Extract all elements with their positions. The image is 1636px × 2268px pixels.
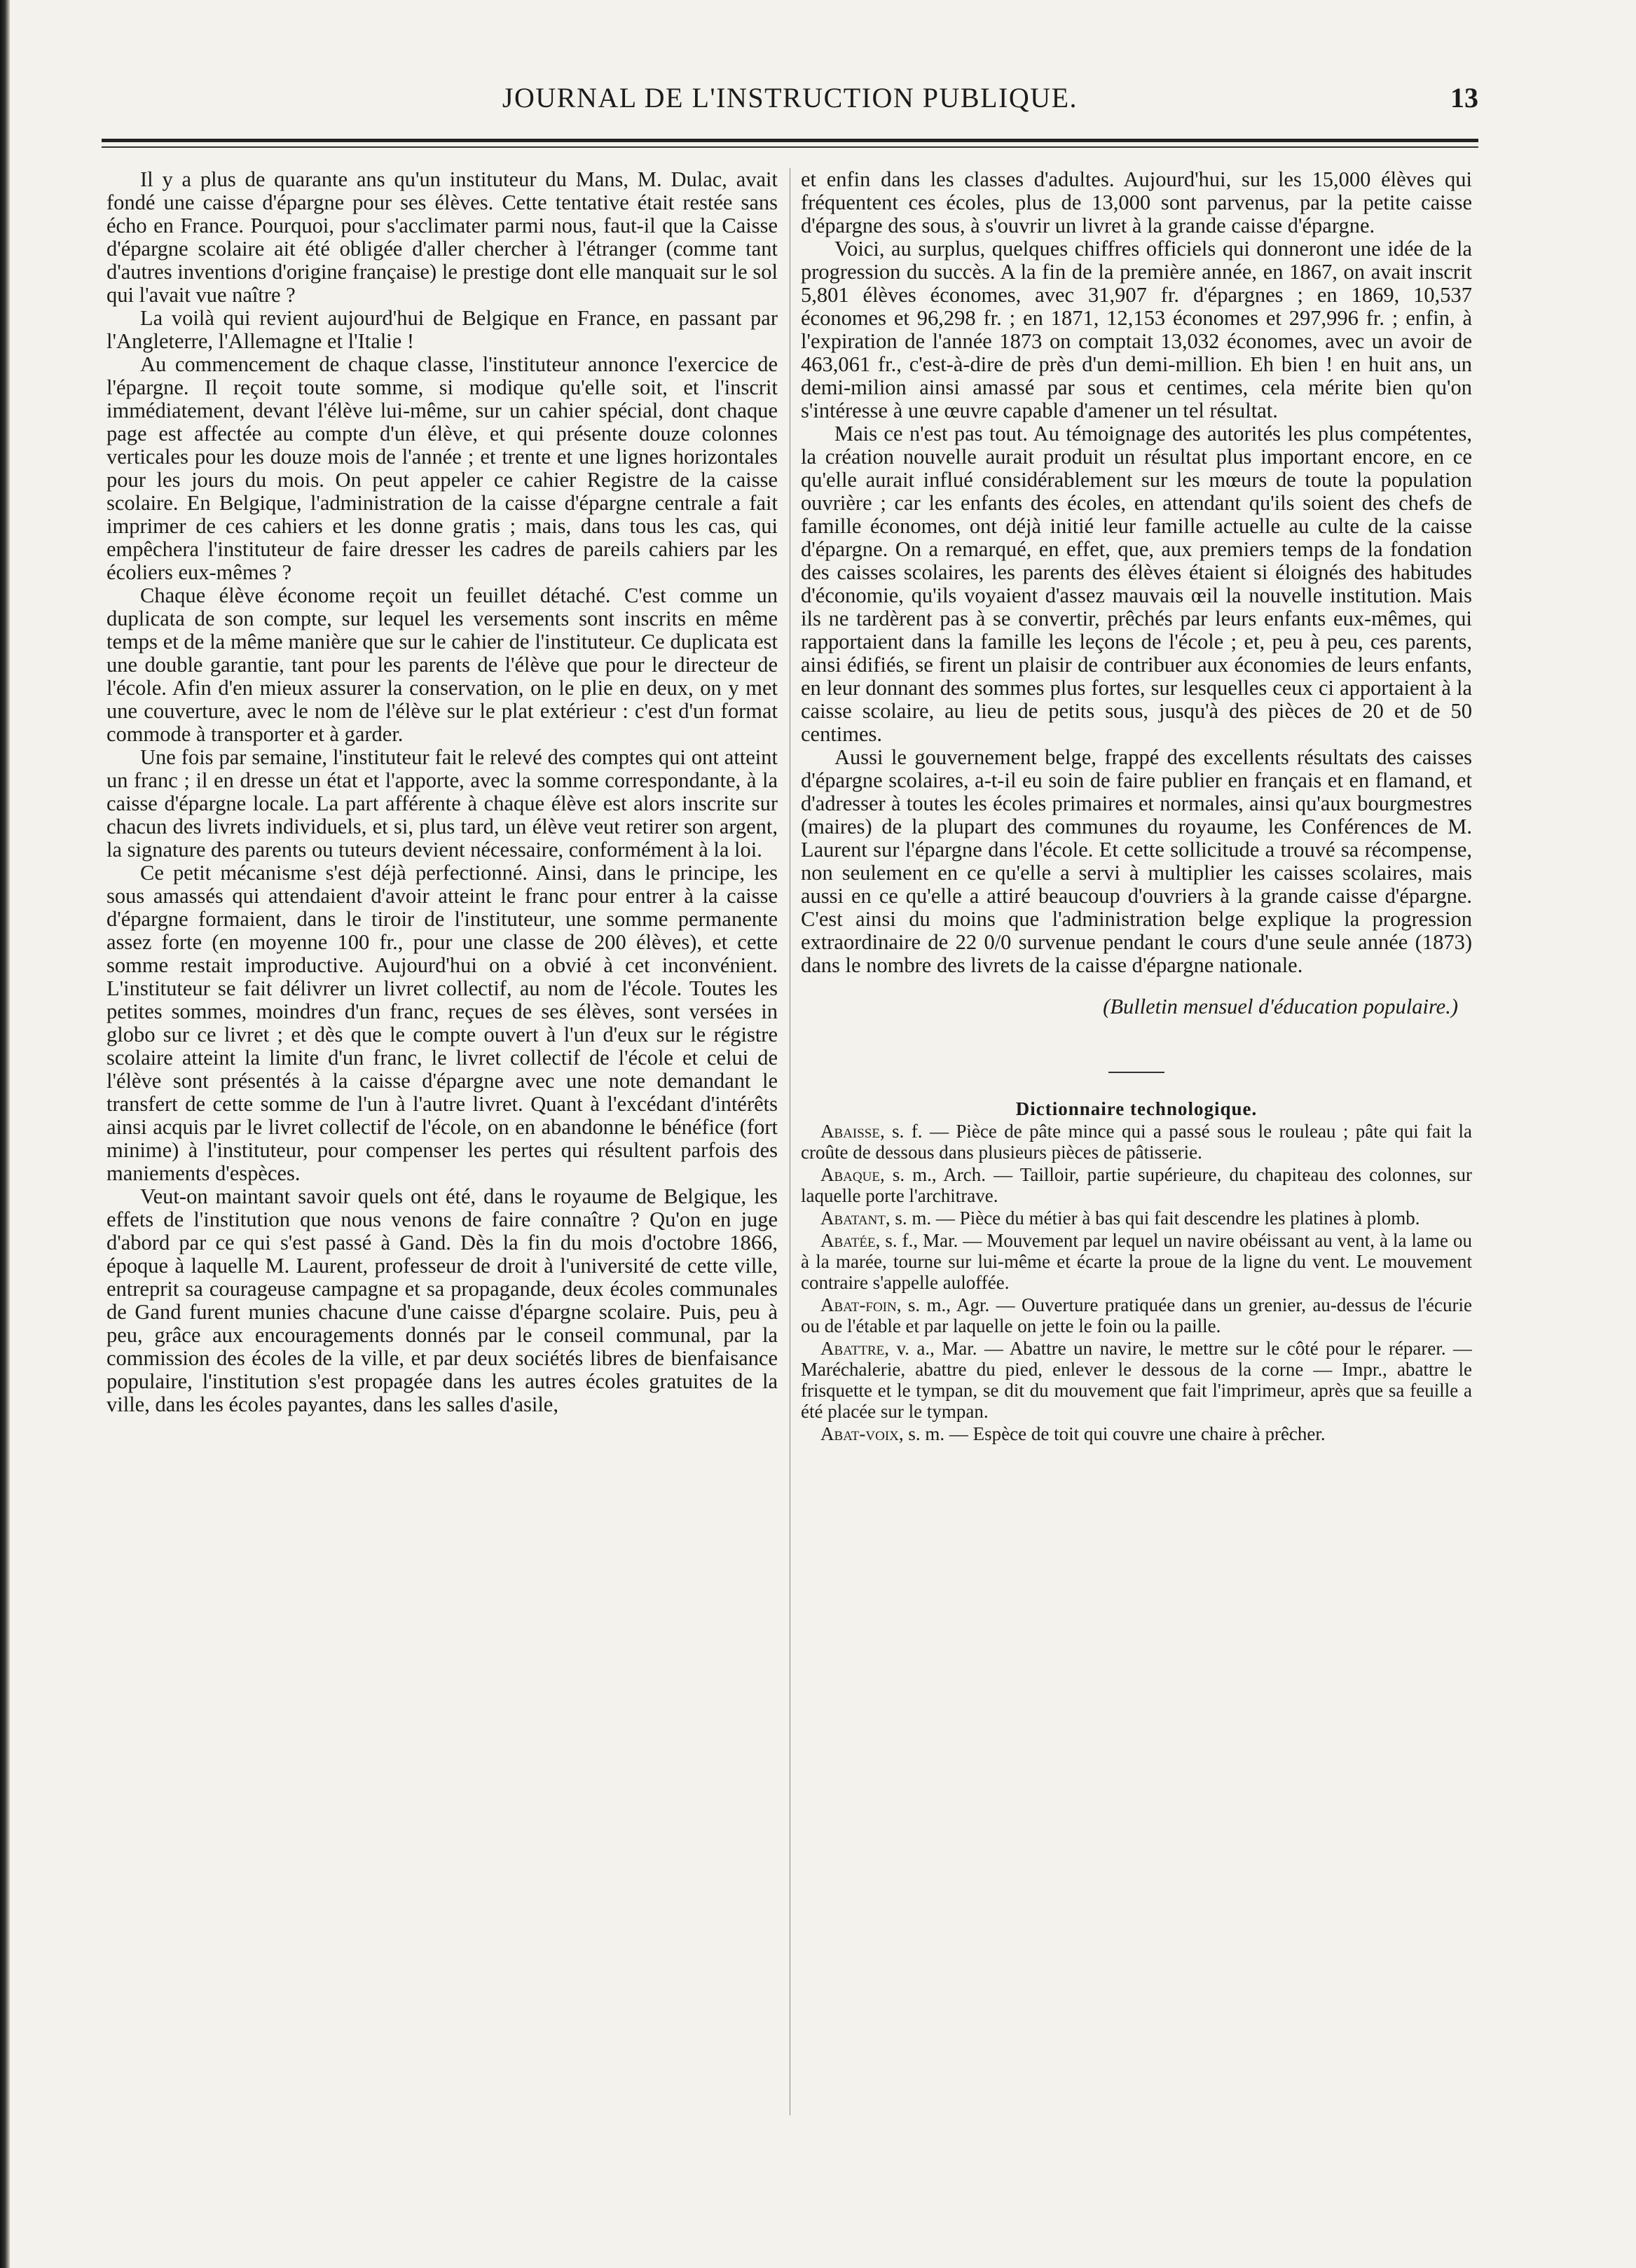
dictionary-entry xyxy=(801,1338,1472,1422)
dictionary-entry xyxy=(801,1208,1472,1229)
header-rule-thick xyxy=(102,139,1478,142)
dictionary-section xyxy=(801,1098,1472,1444)
header-rule-thin xyxy=(102,146,1478,148)
entry-headword: Abat-voix, xyxy=(820,1423,904,1444)
entry-definition: s. m., Arch. — Tailloir, partie supérieure, du chapiteau des colonnes, sur laquelle porte l'architrave. xyxy=(801,1164,1472,1206)
entry-headword: Abat-foin, xyxy=(820,1294,902,1315)
entry-headword: Abattre, xyxy=(820,1338,890,1359)
paragraph: Au commencement de chaque classe, l'instituteur annonce l'exercice de l'épargne. Il reçoit toute somme, si modique qu'elle soit, et l'inscrit immédiatement, devant l'élève lui-même, sur un cahier spécial, dont chaque page est affectée au compte d'un élève, et qui présente douze colonnes verticales pour les douze mois de l'année ; et trente et une lignes horizontales pour les jours du mois. On peut appeler ce cahier Registre de la caisse scolaire. En Belgique, l'administration de la caisse d'épargne centrale a fait imprimer de ces cahiers et les donne gratis ; mais, dans tous les cas, qui empêchera l'instituteur de faire dresser les cadres de pareils cahiers par les écoliers eux-mêmes ? xyxy=(106,352,778,584)
right-column xyxy=(801,168,1472,2150)
page-binding-edge xyxy=(0,0,10,2268)
entry-definition: s. m. — Pièce du métier à bas qui fait descendre les platines à plomb. xyxy=(895,1208,1420,1229)
dictionary-entry xyxy=(801,1230,1472,1293)
entry-definition: s. f., Mar. — Mouvement par lequel un navire obéissant au vent, à la lame ou à la marée, tourne sur lui-même et écarte la proue de la ligne du vent. Le mouvement contraire s'appelle auloffée. xyxy=(801,1230,1472,1293)
paragraph: La voilà qui revient aujourd'hui de Belgique en France, en passant par l'Angleterre, l'Allemagne et l'Italie ! xyxy=(106,306,778,353)
dictionary-entry xyxy=(801,1164,1472,1206)
entry-headword: Abatée, xyxy=(820,1230,881,1251)
entry-definition: s. m. — Espèce de toit qui couvre une chaire à prêcher. xyxy=(908,1423,1326,1444)
left-column xyxy=(106,168,778,2129)
source-citation: (Bulletin mensuel d'éducation populaire.) xyxy=(1103,995,1458,1018)
paragraph: Il y a plus de quarante ans qu'un instituteur du Mans, M. Dulac, avait fondé une caisse d'épargne pour ses élèves. Cette tentative était restée sans écho en France. Pourquoi, pour s'acclimater parmi nous, faut-il que la Caisse d'épargne scolaire ait été obligée d'aller chercher à l'étranger (comme tant d'autres inventions d'origine française) le prestige dont elle manquait sur le sol qui l'avait vue naître ? xyxy=(106,168,778,307)
page-number: 13 xyxy=(1450,82,1478,113)
entry-definition: s. m., Agr. — Ouverture pratiquée dans un grenier, au-dessus de l'écurie ou de l'étable et par laquelle on jette le foin ou la paille. xyxy=(801,1294,1472,1336)
paragraph: Ce petit mécanisme s'est déjà perfectionné. Ainsi, dans le principe, les sous amassés qui attendaient d'avoir atteint le franc pour entrer à la caisse d'épargne formaient, dans le tiroir de l'instituteur, une somme permanente assez forte (en moyenne 100 fr., pour une classe de 200 élèves), et cette somme restait improductive. Aujourd'hui on a obvié à cet inconvénient. L'instituteur se fait délivrer un livret collectif, au nom de l'école. Toutes les petites sommes, moindres d'un franc, reçues de ses élèves, sont versées in globo sur ce livret ; et dès que le compte ouvert à l'un d'eux sur le régistre scolaire atteint la limite d'un franc, le livret collectif de l'école et celui de l'élève sont présentés à la caisse d'épargne avec une note demandant le transfert de cette somme de l'un à l'autre livret. Quant à l'excédant d'intérêts ainsi acquis par le livret collectif de l'école, on en abandonne le bénéfice (fort minime) à l'instituteur, pour compenser les pertes qui résultent parfois des maniements d'espèces. xyxy=(106,861,778,1185)
entry-definition: s. f. — Pièce de pâte mince qui a passé sous le rouleau ; pâte qui fait la croûte de dessous dans plusieurs pièces de pâtisserie. xyxy=(801,1121,1472,1163)
dictionary-title: Dictionnaire technologique. xyxy=(1015,1098,1258,1119)
entry-headword: Abaque, xyxy=(820,1164,885,1185)
page-header xyxy=(102,78,1478,120)
paragraph: Veut-on maintant savoir quels ont été, dans le royaume de Belgique, les effets de l'institution que nous venons de faire connaître ? Qu'on en juge d'abord par ce qui s'est passé à Gand. Dès la fin du mois d'octobre 1866, époque à laquelle M. Laurent, professeur de droit à l'université de cette ville, entreprit sa courageuse campagne et sa propagande, deux écoles communales de Gand furent munies chacune d'une caisse d'épargne scolaire. Puis, peu à peu, grâce aux encouragements donnés par le conseil communal, par la commission des écoles de la ville, et par deux sociétés libres de bienfaisance populaire, l'institution s'est propagée dans les autres écoles gratuites de la ville, dans les écoles payantes, dans les salles d'asile, xyxy=(106,1184,778,1416)
dictionary-entry xyxy=(801,1423,1472,1444)
entry-headword: Abatant, xyxy=(820,1208,891,1229)
paragraph: Chaque élève économe reçoit un feuillet détaché. C'est comme un duplicata de son compte, sur lequel les versements sont inscrits en même temps et de la même manière que sur le cahier de l'instituteur. Ce duplicata est une double garantie, tant pour les parents de l'élève que pour le directeur de l'école. Afin d'en mieux assurer la conservation, on le plie en deux, on y met une couverture, avec le nom de l'élève sur le plat extérieur : c'est d'un format commode à transporter et à garder. xyxy=(106,583,778,746)
paragraph: Voici, au surplus, quelques chiffres officiels qui donneront une idée de la progression du succès. A la fin de la première année, en 1867, on avait inscrit 5,801 élèves économes, avec 31,907 fr. d'épargnes ; en 1869, 10,537 économes et 96,298 fr. ; en 1871, 12,153 économes et 297,996 fr. ; enfin, à l'expiration de l'année 1873 on comptait 13,032 économes, avec un avoir de 463,061 fr., c'est-à-dire de près d'un demi-million. Eh bien ! en huit ans, un demi-milion ainsi amassé par sous et centimes, cela mérite bien qu'on s'intéresse à une œuvre capable d'amener un tel résultat. xyxy=(801,237,1472,422)
paragraph: Aussi le gouvernement belge, frappé des excellents résultats des caisses d'épargne scolaires, a-t-il eu soin de faire publier en français et en flamand, et d'adresser à toutes les écoles primaires et normales, ainsi qu'aux bourgmestres (maires) de la plupart des communes du royaume, les Conférences de M. Laurent sur l'épargne dans l'école. Et cette sollicitude a trouvé sa récompense, non seulement en ce qu'elle a servi à multiplier les caisses scolaires, mais aussi en ce qu'elle a attiré beaucoup d'ouvriers à la grande caisse d'épargne. C'est ainsi du moins que l'administration belge explique la progression extraordinaire de 22 0/0 survenue pendant le cours d'une seule année (1873) dans le nombre des livrets de la caisse d'épargne nationale. xyxy=(801,745,1472,977)
section-divider xyxy=(1108,1072,1164,1073)
entry-definition: v. a., Mar. — Abattre un navire, le mettre sur le côté pour le réparer. — Maréchalerie, abattre du pied, enlever le dessous de la corne — Impr., abattre le frisquette et le tympan, se dit du mouvement que fait l'imprimeur, après que sa feuille a été placée sur le tympan. xyxy=(801,1338,1472,1422)
running-title: JOURNAL DE L'INSTRUCTION PUBLIQUE. xyxy=(502,82,1078,113)
paragraph: Mais ce n'est pas tout. Au témoignage des autorités les plus compétentes, la création nouvelle aurait produit un résultat plus important encore, en ce qu'elle aurait influé considérablement sur les mœurs de toute la population ouvrière ; car les enfants des écoles, en attendant qu'ils soient des chefs de famille économes, ont déjà initié leur famille actuelle au culte de la caisse d'épargne. On a remarqué, en effet, que, aux premiers temps de la fondation des caisses scolaires, les parents des élèves étaient si éloignés des habitudes d'économie, qu'ils voyaient d'assez mauvais œil la nouvelle institution. Mais ils ne tardèrent pas à se convertir, prêchés par leurs enfants eux-mêmes, qui rapportaient dans la famille les leçons de l'école ; et, peu à peu, ces parents, ainsi édifiés, se firent un plaisir de contribuer aux économies de leurs enfants, en leur donnant des sommes plus fortes, sur lesquelles ceux ci apportaient à la caisse scolaire, au lieu de petits sous, jusqu'à des pièces de 20 et de 50 centimes. xyxy=(801,422,1472,746)
dictionary-entry xyxy=(801,1294,1472,1336)
paragraph: Une fois par semaine, l'instituteur fait le relevé des comptes qui ont atteint un franc ; il en dresse un état et l'apporte, avec la somme correspondante, à la caisse d'épargne locale. La part afférente à chaque élève est alors inscrite sur chacun des livrets individuels, et si, plus tard, un élève veut retirer son argent, la signature des parents ou tuteurs devient nécessaire, conformément à la loi. xyxy=(106,745,778,862)
entry-headword: Abaisse, xyxy=(820,1121,885,1142)
paragraph: et enfin dans les classes d'adultes. Aujourd'hui, sur les 15,000 élèves qui fréquentent ces écoles, plus de 13,000 sont parvenus, par la petite caisse d'épargne des sous, à s'ouvrir un livret à la grande caisse d'épargne. xyxy=(801,168,1472,237)
dictionary-entry xyxy=(801,1121,1472,1163)
